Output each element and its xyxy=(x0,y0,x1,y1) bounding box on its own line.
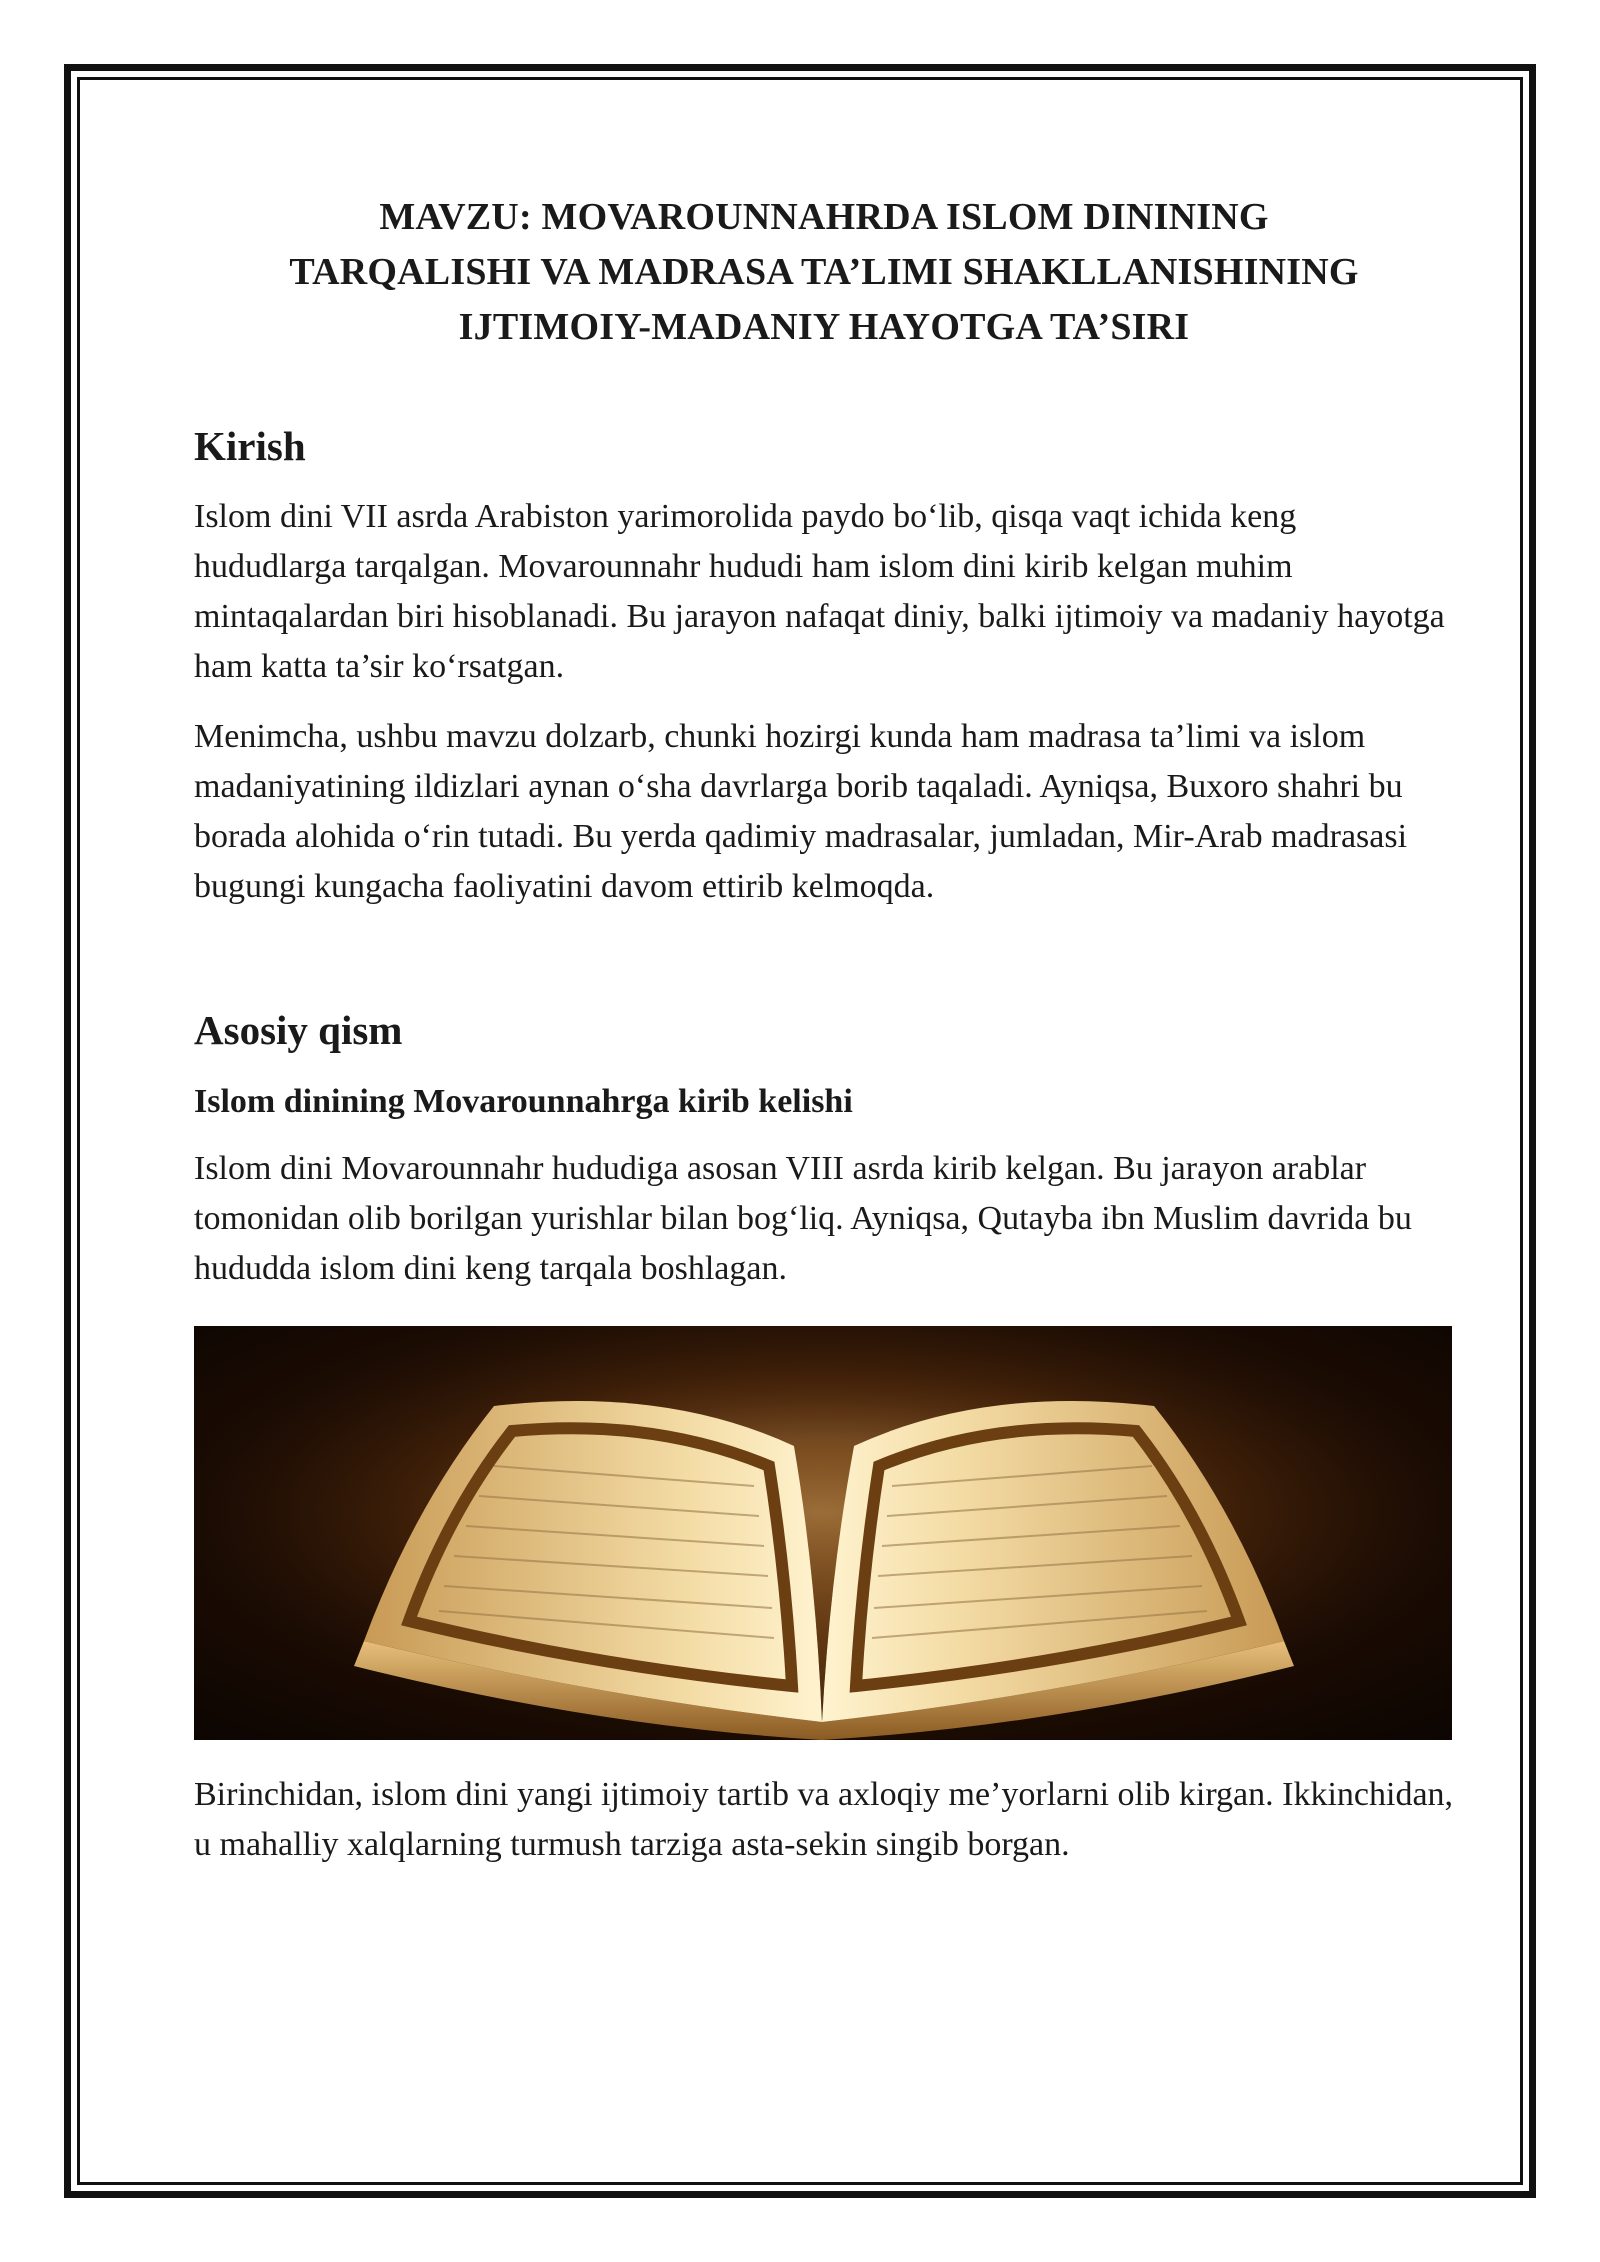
document-body xyxy=(194,190,1454,1870)
paragraph-intro-1: Islom dini VII asrda Arabiston yarimorolida paydo bo‘lib, qisqa vaqt ichida keng hududlarga tarqalgan. Movarounnahr hududi ham islom dini kirib kelgan muhim mintaqalardan biri hisoblanadi. Bu jarayon nafaqat diniy, balki ijtimoiy va madaniy hayotga ham katta ta’sir ko‘rsatgan. xyxy=(194,498,1445,685)
paragraph-main-2: Birinchidan, islom dini yangi ijtimoiy tartib va axloqiy me’yorlarni olib kirgan. Ikkinchidan, u mahalliy xalqlarning turmush tarziga asta-sekin singib borgan. xyxy=(194,1776,1454,1863)
paragraph-intro-2: Menimcha, ushbu mavzu dolzarb, chunki hozirgi kunda ham madrasa ta’limi va islom madaniyatining ildizlari aynan o‘sha davrlarga borib taqaladi. Ayniqsa, Buxoro shahri bu borada alohida o‘rin tutadi. Bu yerda qadimiy madrasalar, jumladan, Mir-Arab madrasasi bugungi kungacha faoliyatini davom ettirib kelmoqda. xyxy=(194,718,1408,905)
section-heading-asosiy-qism: Asosiy qism xyxy=(194,1007,403,1053)
subsection-heading: Islom dinining Movarounnahrga kirib kelishi xyxy=(194,1083,853,1120)
section-heading-kirish: Kirish xyxy=(194,423,306,469)
open-quran-image xyxy=(194,1326,1452,1740)
paragraph-main-1: Islom dini Movarounnahr hududiga asosan VIII asrda kirib kelgan. Bu jarayon arablar tomonidan olib borilgan yurishlar bilan bog‘liq. Ayniqsa, Qutayba ibn Muslim davrida bu hududda islom dini keng tarqala boshlagan. xyxy=(194,1150,1412,1287)
document-title: MAVZU: MOVAROUNNAHRDA ISLOM DININING TARQALISHI VA MADRASA TA’LIMI SHAKLLANISHINING IJTIMOIY-MADANIY HAYOTGA TA’SIRI xyxy=(289,196,1359,348)
open-book-illustration xyxy=(194,1326,1452,1740)
